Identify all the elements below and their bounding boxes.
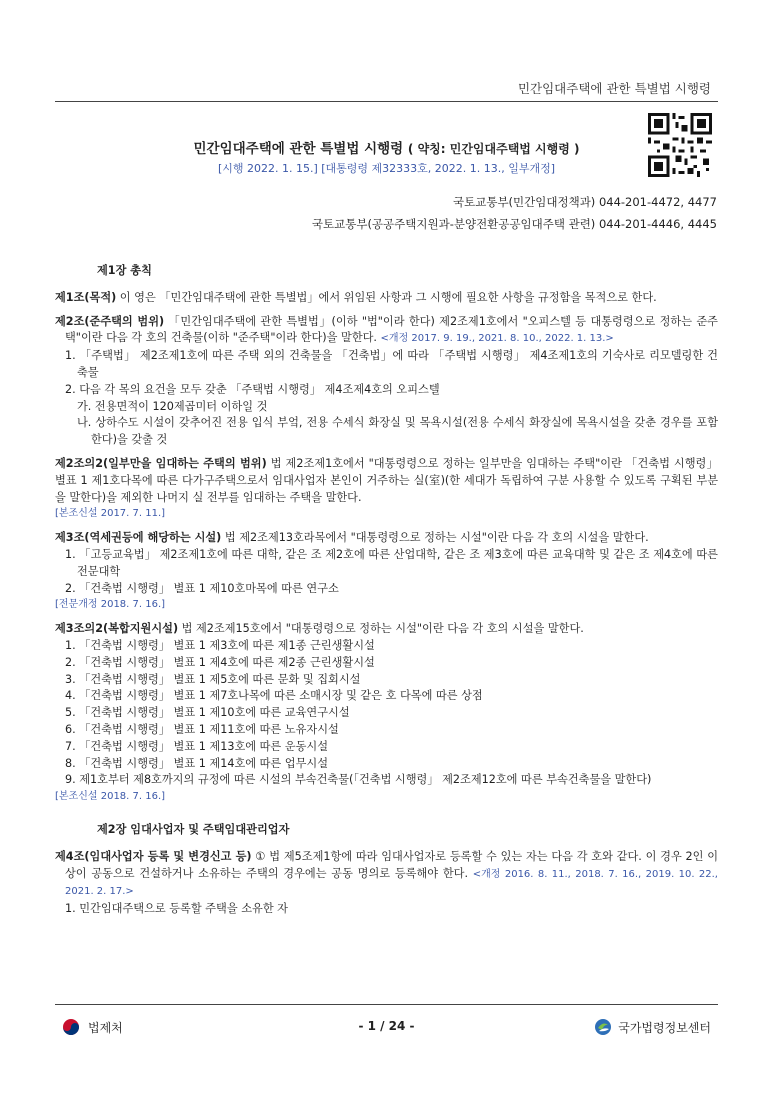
list-item: 4. 「건축법 시행령」 별표 1 제7호나목에 따른 소매시장 및 같은 호 다목에 따른 상점 [65, 689, 483, 703]
article-1-title: 제1조(목적) [55, 290, 117, 304]
qr-code-icon [648, 113, 712, 177]
article-2-2-body: 법 제2조제1호에서 "대통령령으로 정하는 일부만을 임대하는 주택"이란 「건축법 시행령」 별표 1 제1호다목에 따른 다가구주택으로서 임대사업자 본인이 거주하는 실(室)(한 세대가 독립하여 구분 사용할 수 있도록 구획된 부분을 말한다)을 제외한 나머지 실 전부를 임대하는 주택을 말한다. [55, 456, 718, 504]
list-item: 1. 「건축법 시행령」 별표 1 제3호에 따른 제1종 근린생활시설 [65, 638, 375, 652]
article-2 [55, 314, 718, 449]
article-4 [55, 849, 718, 918]
chapter-2-heading: 제2장 임대사업자 및 주택임대관리업자 [97, 822, 290, 836]
article-2-amend-note: <개정 2017. 9. 19., 2021. 8. 10., 2022. 1. 13.> [380, 333, 614, 345]
law-center-logo-icon [594, 1018, 612, 1036]
law-title: 민간임대주택에 관한 특별법 시행령 [193, 141, 404, 157]
list-item: 9. 제1호부터 제8호까지의 규정에 따른 시설의 부속건축물(「건축법 시행령」 제2조제12호에 따른 부속건축물을 말한다) [65, 773, 652, 787]
article-3-2-history-tag: [본조신설 2018. 7. 16.] [55, 791, 166, 803]
header-rule [55, 101, 718, 102]
list-item: 2. 「건축법 시행령」 별표 1 제4호에 따른 제2종 근린생활시설 [65, 655, 375, 669]
article-3-2-body: 법 제2조제15호에서 "대통령령으로 정하는 시설"이란 다음 각 호의 시설을 말한다. [178, 622, 584, 636]
article-3-item-1: 1. 「고등교육법」 제2조제1호에 따른 대학, 같은 조 제2호에 따른 산업대학, 같은 조 제3호에 따른 교육대학 및 같은 조 제4호에 따른 전문대학 [65, 547, 718, 578]
article-3-history-tag: [전문개정 2018. 7. 16.] [55, 599, 166, 611]
article-2-item-1: 1. 「주택법」 제2조제1호에 따른 주택 외의 건축물을 「건축법」에 따라 「주택법 시행령」 제4조제1호의 기숙사로 리모델링한 건축물 [65, 349, 718, 379]
article-1-body: 이 영은 「민간임대주택에 관한 특별법」에서 위임된 사항과 그 시행에 필요한 사항을 규정함을 목적으로 한다. [116, 290, 657, 304]
article-4-body: ① 법 제5조제1항에 따라 임대사업자로 등록할 수 있는 자는 다음 각 호와 같다. 이 경우 2인 이상이 공동으로 건설하거나 소유하는 주택의 경우에는 공동 명의로 등록해야 한다. [65, 849, 718, 880]
page-number: - 1 / 24 - [358, 1019, 415, 1033]
article-3-2 [55, 621, 718, 806]
article-3-2-title: 제3조의2(복합지원시설) [55, 622, 179, 636]
list-item: 5. 「건축법 시행령」 별표 1 제10호에 따른 교육연구시설 [65, 706, 350, 720]
list-item: 6. 「건축법 시행령」 별표 1 제11호에 따른 노유자시설 [65, 722, 339, 736]
article-2-subitem-ga: 가. 전용면적이 120제곱미터 이하일 것 [77, 399, 268, 413]
article-2-body: 「민간임대주택에 관한 특별법」(이하 "법"이라 한다) 제2조제1호에서 "오피스텔 등 대통령령으로 정하는 준주택"이란 다음 각 호의 건축물(이하 "준주택"이라 한다)을 말한다. [65, 314, 718, 345]
article-2-item-2: 2. 다음 각 목의 요건을 모두 갖춘 「주택법 시행령」 제4조제4호의 오피스텔 [65, 382, 440, 396]
law-abbreviation: ( 약칭: 민간임대주택법 시행령 ) [407, 142, 580, 156]
footer-law-center [594, 1018, 711, 1036]
article-2-title: 제2조(준주택의 범위) [55, 314, 165, 328]
article-3 [55, 530, 718, 614]
contact-line-1: 국토교통부(민간임대정책과) 044-201-4472, 4477 [453, 195, 717, 209]
article-3-item-2: 2. 「건축법 시행령」 별표 1 제10호마목에 따른 연구소 [65, 581, 339, 595]
article-1 [55, 290, 718, 307]
chapter-1-heading: 제1장 총칙 [97, 264, 152, 277]
article-4-item-1: 1. 민간임대주택으로 등록할 주택을 소유한 자 [65, 902, 288, 916]
enactment-info: [시행 2022. 1. 15.] [대통령령 제32333호, 2022. 1. 13., 일부개정] [217, 162, 556, 175]
article-2-2-history-tag: [본조신설 2017. 7. 11.] [55, 508, 166, 520]
list-item: 8. 「건축법 시행령」 별표 1 제14호에 따른 업무시설 [65, 756, 329, 770]
running-header-title: 민간임대주택에 관한 특별법 시행령 [517, 81, 711, 96]
article-2-2-title: 제2조의2(일부만을 임대하는 주택의 범위) [55, 456, 267, 470]
article-3-body: 법 제2조제13호라목에서 "대통령령으로 정하는 시설"이란 다음 각 호의 시설을 말한다. [221, 531, 649, 545]
footer-left-label: 법제처 [88, 1020, 123, 1035]
article-2-subitem-na: 나. 상하수도 시설이 갖추어진 전용 입식 부엌, 전용 수세식 화장실 및 목욕시설(전용 수세식 화장실에 목욕시설을 갖춘 경우를 포함한다)을 갖출 것 [77, 416, 718, 447]
list-item: 3. 「건축법 시행령」 별표 1 제5호에 따른 문화 및 집회시설 [65, 672, 361, 686]
article-3-title: 제3조(역세권등에 해당하는 시설) [55, 531, 222, 545]
footer-right-label: 국가법령정보센터 [618, 1020, 711, 1035]
article-4-title: 제4조(임대사업자 등록 및 변경신고 등) [55, 849, 252, 863]
list-item: 7. 「건축법 시행령」 별표 1 제13호에 따른 운동시설 [65, 739, 329, 753]
footer-rule [55, 1004, 718, 1005]
article-4-amend-note: <개정 2016. 8. 11., 2018. 7. 16., 2019. 10. 22., 2021. 2. 17.> [65, 868, 718, 898]
article-2-2 [55, 456, 718, 523]
document-body [55, 263, 718, 925]
contact-line-2: 국토교통부(공공주택지원과-분양전환공공임대주택 관련) 044-201-4446, 4445 [311, 217, 717, 231]
